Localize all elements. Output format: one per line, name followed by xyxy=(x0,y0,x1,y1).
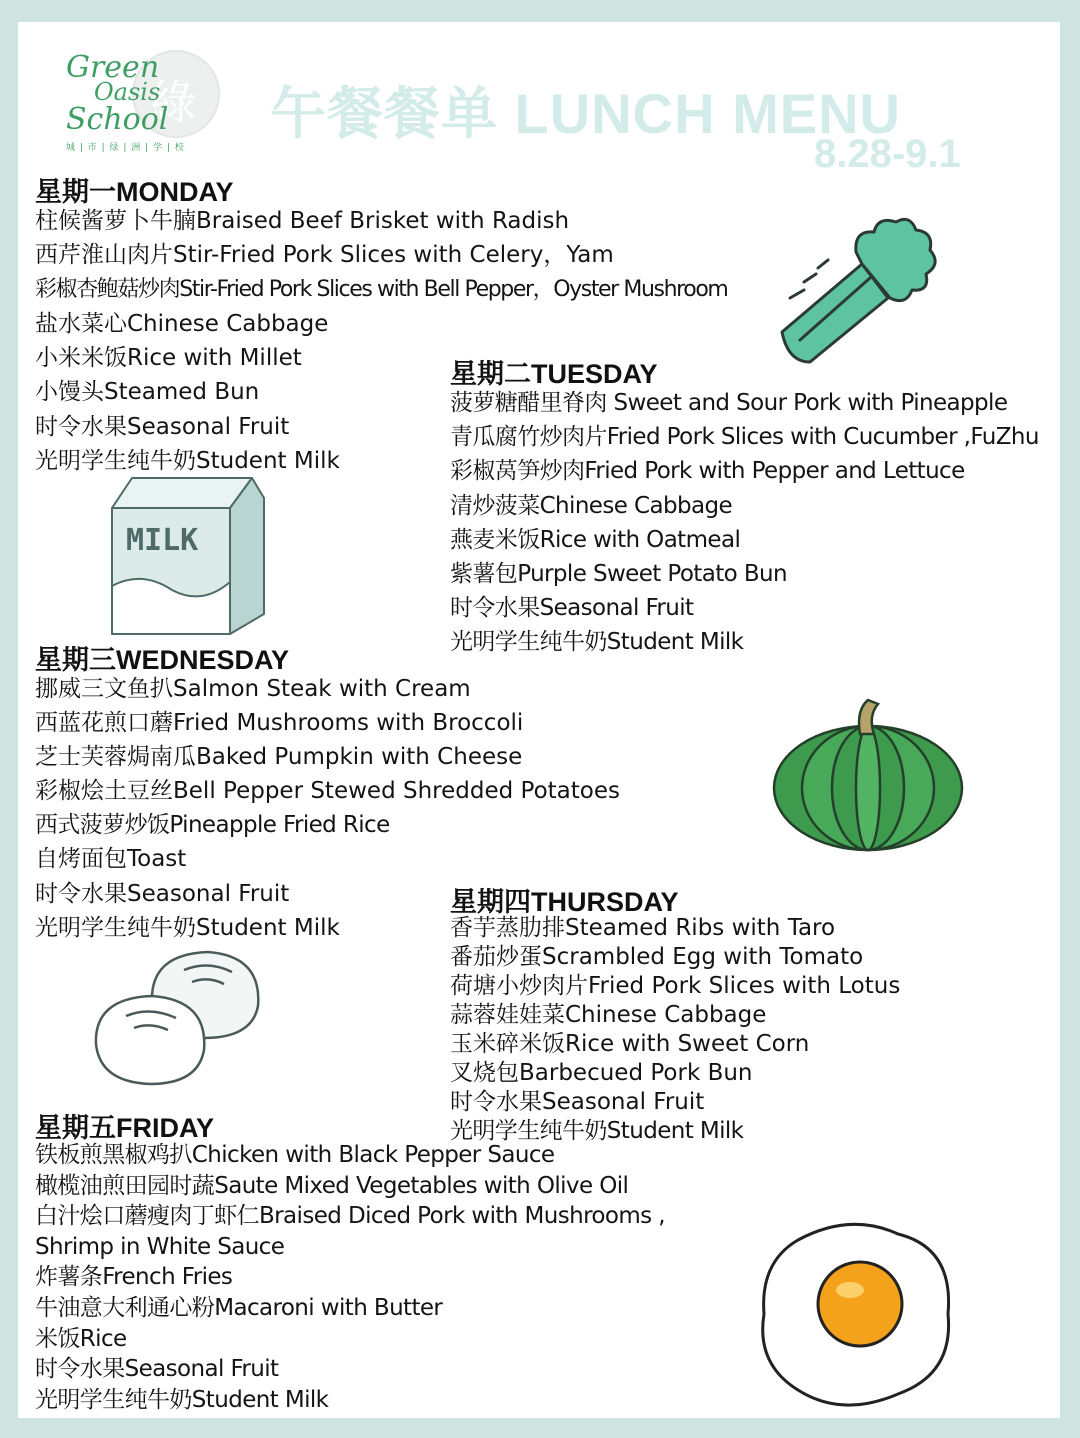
list-item: 荷塘小炒肉片Fried Pork Slices with Lotus xyxy=(450,973,901,999)
list-item: 光明学生纯牛奶Student Milk xyxy=(35,448,340,475)
page-title: 午餐餐单 LUNCH MENU xyxy=(270,82,901,145)
menu-page xyxy=(18,22,1060,1418)
list-item: 燕麦米饭Rice with Oatmeal xyxy=(450,526,741,553)
list-item: 清炒菠菜Chinese Cabbage xyxy=(450,492,732,519)
list-item: 时令水果Seasonal Fruit xyxy=(450,595,694,622)
list-item: 光明学生纯牛奶Student Milk xyxy=(35,914,340,941)
list-item: 西式菠萝炒饭Pineapple Fried Rice xyxy=(35,812,390,839)
list-item: 蒜蓉娃娃菜Chinese Cabbage xyxy=(450,1002,767,1028)
list-item: 时令水果Seasonal Fruit xyxy=(450,1089,705,1115)
list-item: 白汁烩口蘑瘦肉丁虾仁Braised Diced Pork with Mushrooms , xyxy=(35,1203,665,1230)
list-item: 自烤面包Toast xyxy=(35,846,187,873)
list-item: 光明学生纯牛奶Student Milk xyxy=(450,629,744,656)
list-item: 盐水菜心Chinese Cabbage xyxy=(35,310,329,337)
day-title-wednesday: 星期三WEDNESDAY xyxy=(35,645,290,675)
logo-line-school: School xyxy=(66,102,169,137)
list-item: 彩椒烩土豆丝Bell Pepper Stewed Shredded Potatoes xyxy=(35,778,620,805)
school-logo xyxy=(64,44,224,156)
list-item: 米饭Rice xyxy=(35,1325,127,1352)
celery-icon xyxy=(770,212,940,372)
steamed-bun-icon xyxy=(92,946,272,1094)
list-item: 小米米饭Rice with Millet xyxy=(35,345,302,372)
day-title-friday: 星期五FRIDAY xyxy=(35,1113,215,1143)
list-item: 铁板煎黑椒鸡扒Chicken with Black Pepper Sauce xyxy=(35,1142,555,1168)
list-item: 彩椒杏鲍菇炒肉Stir-Fried Pork Slices with Bell Pepper，Oyster Mushroom xyxy=(35,276,728,302)
list-item: 叉烧包Barbecued Pork Bun xyxy=(450,1060,753,1086)
menu-list-thursday xyxy=(450,914,900,1146)
list-item: 柱候酱萝卜牛腩Braised Beef Brisket with Radish xyxy=(35,208,570,234)
list-item: 香芋蒸肋排Steamed Ribs with Taro xyxy=(450,915,836,941)
list-item: 炸薯条French Fries xyxy=(35,1264,233,1291)
logo-line-green: Green xyxy=(66,50,160,85)
date-range: 8.28-9.1 xyxy=(814,132,961,176)
list-item: 彩椒莴笋炒肉Fried Pork with Pepper and Lettuce xyxy=(450,458,965,485)
list-item: 时令水果Seasonal Fruit xyxy=(35,1356,279,1383)
list-item: 光明学生纯牛奶Student Milk xyxy=(450,1118,744,1144)
list-item: 时令水果Seasonal Fruit xyxy=(35,880,290,907)
list-item: 玉米碎米饭Rice with Sweet Corn xyxy=(450,1031,810,1057)
list-item: 光明学生纯牛奶Student Milk xyxy=(35,1386,329,1413)
logo-seal-char: 綠 xyxy=(150,75,196,129)
milk-carton-icon xyxy=(102,474,272,638)
list-item: 紫薯包Purple Sweet Potato Bun xyxy=(450,561,787,588)
list-item: 小馒头Steamed Bun xyxy=(35,379,260,406)
list-item: 番茄炒蛋Scrambled Egg with Tomato xyxy=(450,944,864,970)
list-item: 牛油意大利通心粉Macaroni with Butter xyxy=(35,1294,443,1321)
logo-subtitle: 城 | 市 | 绿 | 洲 | 学 | 校 xyxy=(66,143,185,153)
list-item: 挪威三文鱼扒Salmon Steak with Cream xyxy=(35,676,471,702)
logo-line-oasis: Oasis xyxy=(94,78,161,106)
day-title-tuesday: 星期二TUESDAY xyxy=(450,359,658,389)
list-item: 芝士芙蓉焗南瓜Baked Pumpkin with Cheese xyxy=(35,744,523,771)
list-item: 青瓜腐竹炒肉片Fried Pork Slices with Cucumber ,FuZhu xyxy=(450,424,1039,451)
list-item: 西芹淮山肉片Stir-Fried Pork Slices with Celery，Yam xyxy=(35,242,614,269)
pumpkin-icon xyxy=(768,694,968,854)
fried-egg-icon xyxy=(758,1218,958,1412)
menu-list-friday xyxy=(35,1140,665,1415)
list-item: Shrimp in White Sauce xyxy=(35,1233,285,1260)
day-title-monday: 星期一MONDAY xyxy=(35,177,234,207)
list-item: 西蓝花煎口蘑Fried Mushrooms with Broccoli xyxy=(35,710,524,737)
day-title-thursday: 星期四THURSDAY xyxy=(450,887,679,917)
milk-label: MILK xyxy=(126,523,199,558)
list-item: 时令水果Seasonal Fruit xyxy=(35,413,290,440)
menu-list-tuesday xyxy=(450,386,1039,660)
list-item: 菠萝糖醋里脊肉 Sweet and Sour Pork with Pineapple xyxy=(450,390,1008,416)
list-item: 橄榄油煎田园时蔬Saute Mixed Vegetables with Olive Oil xyxy=(35,1172,629,1199)
